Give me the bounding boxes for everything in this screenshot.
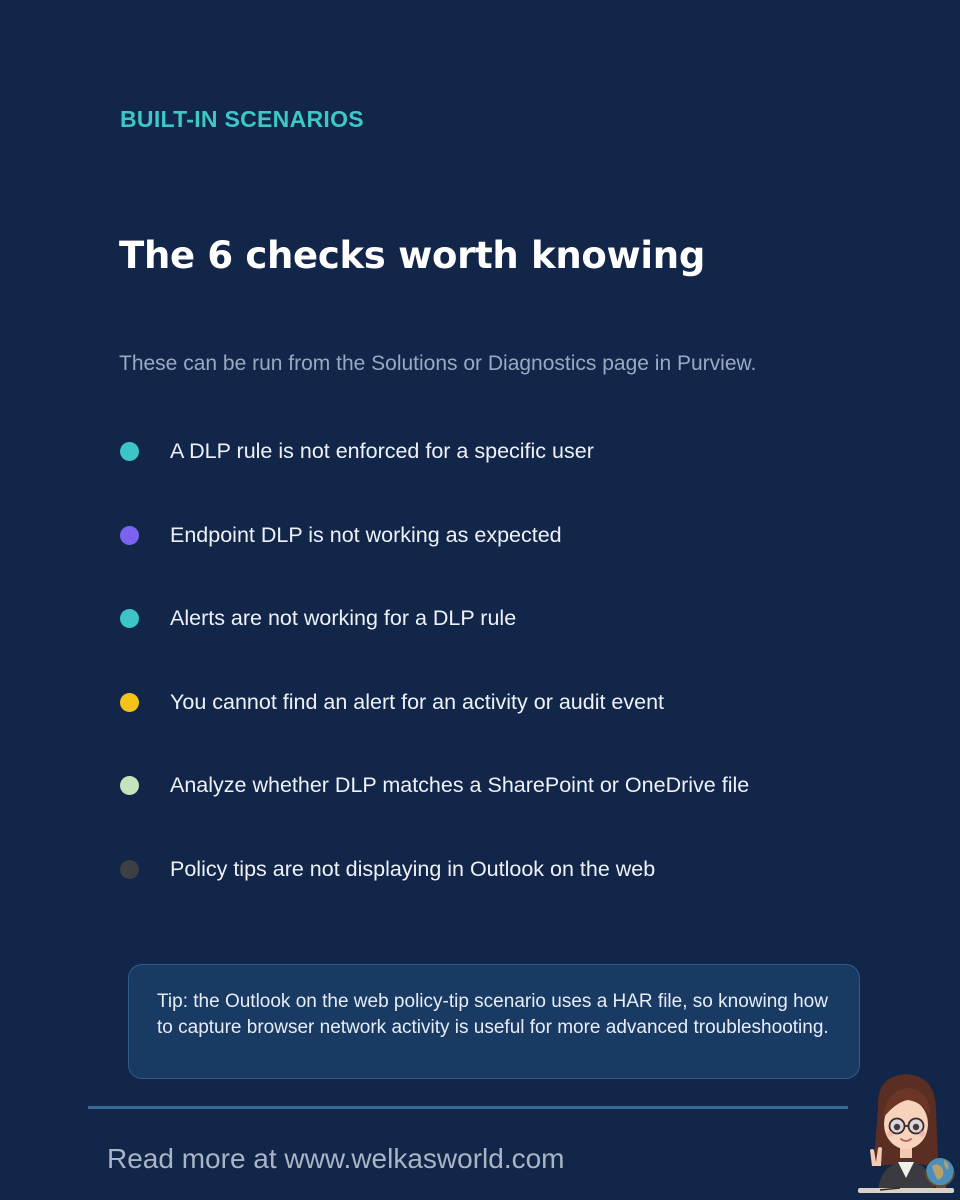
bullet-dot <box>120 776 139 795</box>
bullet-dot <box>120 860 139 879</box>
footer-link-text: Read more at www.welkasworld.com <box>107 1143 565 1174</box>
list-item-text: Endpoint DLP is not working as expected <box>170 522 562 547</box>
avatar-illustration <box>856 1068 956 1194</box>
list-item <box>120 520 562 550</box>
page-subtitle: These can be run from the Solutions or Diagnostics page in Purview. <box>119 352 757 375</box>
bullet-dot <box>120 693 139 712</box>
tip-box <box>128 964 860 1079</box>
footer-divider <box>88 1106 848 1109</box>
section-eyebrow: BUILT-IN SCENARIOS <box>120 106 364 132</box>
bullet-dot <box>120 526 139 545</box>
list-item <box>120 687 664 717</box>
list-item-text: You cannot find an alert for an activity or audit event <box>170 689 665 714</box>
bullet-dot <box>120 609 139 628</box>
tip-text: Tip: the Outlook on the web policy-tip scenario uses a HAR file, so knowing how to capture browser network activity is useful for more advanced troubleshooting. <box>157 991 829 1038</box>
list-item <box>120 770 749 800</box>
list-item <box>120 603 516 633</box>
bullet-dot <box>120 442 139 461</box>
list-item-text: Policy tips are not displaying in Outlook on the web <box>170 856 656 881</box>
page-title: The 6 checks worth knowing <box>119 234 706 277</box>
list-item <box>120 854 655 884</box>
list-item-text: A DLP rule is not enforced for a specific user <box>170 438 594 463</box>
list-item-text: Alerts are not working for a DLP rule <box>170 605 517 630</box>
list-item <box>120 436 594 466</box>
list-item-text: Analyze whether DLP matches a SharePoint or OneDrive file <box>170 772 750 797</box>
